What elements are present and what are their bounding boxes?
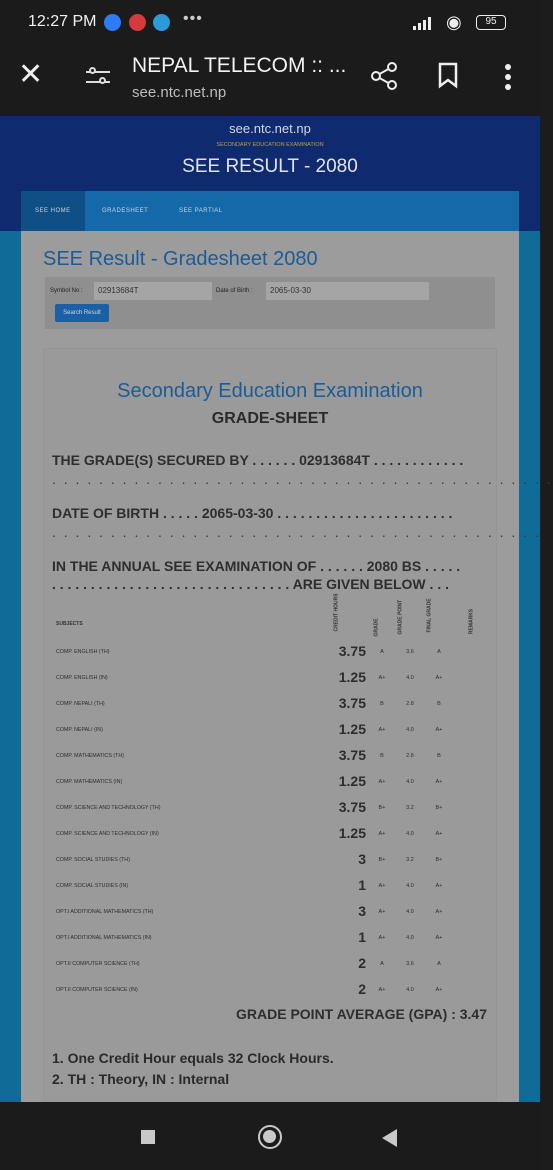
- signal-icon: [413, 16, 437, 30]
- table-row: [44, 927, 496, 953]
- grade-point-cell: 4.0: [406, 727, 414, 733]
- subject-cell: COMP. SOCIAL STUDIES (IN): [56, 883, 129, 889]
- search-result-button[interactable]: Search Result: [55, 304, 109, 322]
- subject-cell: COMP. SCIENCE AND TECHNOLOGY (TH): [56, 805, 161, 811]
- grade-cell: B: [380, 701, 384, 707]
- note-2: 2. TH : Theory, IN : Internal: [52, 1071, 230, 1087]
- dob-line: DATE OF BIRTH . . . . . 2065-03-30 . . . . . . . . . . . . . . . . . . . . . . .: [52, 505, 453, 521]
- grade-cell: B+: [378, 857, 386, 863]
- subject-cell: COMP. SCIENCE AND TECHNOLOGY (IN): [56, 831, 159, 837]
- subject-cell: COMP. ENGLISH (IN): [56, 675, 108, 681]
- dob-dots: . . . . . . . . . . . . . . . . . . . . . . . . . . . . . . . . . . . . . . . . . .: [52, 524, 541, 540]
- table-row: [44, 901, 496, 927]
- wifi-icon: ◉: [446, 12, 462, 32]
- grade-cell: A+: [378, 909, 386, 915]
- table-row: [44, 693, 496, 719]
- credit-hours-cell: 1.25: [338, 773, 366, 789]
- final-grade-cell: A+: [435, 727, 443, 733]
- browser-toolbar: [0, 44, 540, 116]
- grade-point-cell: 4.0: [406, 883, 414, 889]
- search-form: [45, 277, 495, 329]
- grade-point-cell: 4.0: [406, 831, 414, 837]
- credit-hours-cell: 1: [358, 877, 366, 893]
- header-remarks: REMARKS: [468, 608, 475, 635]
- credit-hours-cell: 3: [358, 851, 366, 867]
- table-row: [44, 979, 496, 1005]
- page-heading: SEE Result - Gradesheet 2080: [43, 248, 318, 270]
- table-row: [44, 953, 496, 979]
- home-icon[interactable]: [258, 1125, 282, 1149]
- credit-hours-cell: 1: [358, 929, 366, 945]
- dob-label: Date of Birth :: [216, 288, 253, 294]
- table-row: [44, 745, 496, 771]
- final-grade-cell: A: [437, 961, 441, 967]
- dob-input[interactable]: 2065-03-30: [266, 282, 429, 300]
- nav-gradesheet[interactable]: GRADESHEET: [102, 208, 149, 214]
- gpa-line: GRADE POINT AVERAGE (GPA) : 3.47: [236, 1006, 487, 1022]
- bookmark-icon[interactable]: [438, 62, 458, 88]
- final-grade-cell: B+: [435, 857, 443, 863]
- grade-point-cell: 3.2: [406, 857, 414, 863]
- grade-point-cell: 2.8: [406, 701, 414, 707]
- grade-point-cell: 4.0: [406, 779, 414, 785]
- grade-cell: B: [380, 753, 384, 759]
- table-row: [44, 719, 496, 745]
- subject-cell: COMP. MATHEMATICS (IN): [56, 779, 123, 785]
- grade-point-cell: 3.2: [406, 805, 414, 811]
- battery-icon: 95: [476, 15, 506, 30]
- final-grade-cell: B+: [435, 805, 443, 811]
- site-settings-icon[interactable]: [86, 66, 110, 88]
- secured-by-dots: . . . . . . . . . . . . . . . . . . . . . . . . . . . . . . . . . . . . . . . . . . .: [52, 471, 553, 487]
- table-row: [44, 849, 496, 875]
- site-title: SEE RESULT - 2080: [182, 156, 358, 177]
- secured-by-line: THE GRADE(S) SECURED BY . . . . . . 02913684T . . . . . . . . . . . .: [52, 452, 464, 468]
- final-grade-cell: A+: [435, 883, 443, 889]
- credit-hours-cell: 3.75: [338, 747, 366, 763]
- credit-hours-cell: 3.75: [338, 643, 366, 659]
- credit-hours-cell: 3.75: [338, 695, 366, 711]
- table-row: [44, 823, 496, 849]
- credit-hours-cell: 1.25: [338, 825, 366, 841]
- credit-hours-cell: 2: [358, 981, 366, 997]
- table-row: [44, 771, 496, 797]
- grade-point-cell: 2.8: [406, 753, 414, 759]
- subject-cell: COMP. ENGLISH (TH): [56, 649, 110, 655]
- grade-cell: A+: [378, 987, 386, 993]
- subject-cell: OPT.I ADDITIONAL MATHEMATICS (IN): [56, 935, 152, 941]
- main-content: [21, 231, 553, 1102]
- exam-line: IN THE ANNUAL SEE EXAMINATION OF . . . . . . 2080 BS . . . . .: [52, 558, 461, 574]
- grade-point-cell: 4.0: [406, 935, 414, 941]
- more-notifications-icon: •••: [183, 10, 203, 27]
- final-grade-cell: B: [437, 701, 441, 707]
- symbol-label: Symbol No :: [50, 288, 83, 294]
- status-bar: [0, 0, 540, 44]
- final-grade-cell: A: [437, 649, 441, 655]
- grade-point-cell: 4.0: [406, 675, 414, 681]
- grade-point-cell: 4.0: [406, 909, 414, 915]
- final-grade-cell: A+: [435, 831, 443, 837]
- recent-apps-icon[interactable]: [141, 1130, 155, 1144]
- final-grade-cell: A+: [435, 935, 443, 941]
- header-credit-hours: CREDIT HOURS: [333, 593, 340, 632]
- final-grade-cell: B: [437, 753, 441, 759]
- table-row: [44, 641, 496, 667]
- grade-cell: A+: [378, 675, 386, 681]
- grade-cell: A+: [378, 831, 386, 837]
- final-grade-cell: A+: [435, 987, 443, 993]
- grade-point-cell: 4.0: [406, 987, 414, 993]
- app-notification-icon: [129, 14, 146, 31]
- back-icon[interactable]: [382, 1129, 397, 1147]
- more-options-icon[interactable]: [505, 64, 511, 90]
- web-content: [0, 116, 553, 1102]
- subject-cell: COMP. SOCIAL STUDIES (TH): [56, 857, 130, 863]
- messenger-icon: [104, 14, 121, 31]
- subject-cell: COMP. NEPALI (IN): [56, 727, 103, 733]
- grade-point-cell: 3.6: [406, 649, 414, 655]
- page-title[interactable]: NEPAL TELECOM :: ...: [132, 54, 347, 77]
- credit-hours-cell: 2: [358, 955, 366, 971]
- credit-hours-cell: 1.25: [338, 669, 366, 685]
- final-grade-cell: A+: [435, 779, 443, 785]
- credit-hours-cell: 3.75: [338, 799, 366, 815]
- site-nav: [21, 191, 519, 231]
- grade-sheet: [44, 349, 553, 1109]
- header-subjects: SUBJECTS: [56, 621, 83, 627]
- grade-cell: A+: [378, 935, 386, 941]
- subject-cell: COMP. MATHEMATICS (TH): [56, 753, 124, 759]
- table-row: [44, 875, 496, 901]
- credit-hours-cell: 3: [358, 903, 366, 919]
- subject-cell: OPT.II COMPUTER SCIENCE (IN): [56, 987, 138, 993]
- site-subtitle: SECONDARY EDUCATION EXAMINATION: [216, 142, 324, 148]
- grade-point-cell: 3.6: [406, 961, 414, 967]
- header-final-grade: FINAL GRADE: [426, 598, 433, 633]
- header-grade: GRADE: [373, 618, 380, 637]
- final-grade-cell: A+: [435, 675, 443, 681]
- subject-cell: COMP. NEPALI (TH): [56, 701, 105, 707]
- grade-cell: A+: [378, 779, 386, 785]
- grade-cell: A: [380, 961, 384, 967]
- page-url[interactable]: see.ntc.net.np: [132, 84, 227, 101]
- site-header: [0, 116, 540, 231]
- grade-cell: A+: [378, 883, 386, 889]
- note-1: 1. One Credit Hour equals 32 Clock Hours.: [52, 1050, 334, 1066]
- grade-cell: B+: [378, 805, 386, 811]
- nav-see-partial[interactable]: SEE PARTIAL: [179, 208, 223, 214]
- share-icon[interactable]: [370, 62, 398, 90]
- sheet-title: Secondary Education Examination: [117, 380, 423, 402]
- credit-hours-cell: 1.25: [338, 721, 366, 737]
- table-row: [44, 797, 496, 823]
- table-row: [44, 667, 496, 693]
- status-time: 12:27 PM: [28, 13, 97, 30]
- nav-see-home[interactable]: SEE HOME: [21, 191, 85, 231]
- subject-cell: OPT.II COMPUTER SCIENCE (TH): [56, 961, 140, 967]
- sheet-subtitle: GRADE-SHEET: [211, 410, 329, 427]
- symbol-input[interactable]: 02913684T: [94, 282, 212, 300]
- grade-cell: A+: [378, 727, 386, 733]
- close-icon[interactable]: ✕: [18, 58, 44, 91]
- grade-cell: A: [380, 649, 384, 655]
- telegram-icon: [153, 14, 170, 31]
- subject-cell: OPT.I ADDITIONAL MATHEMATICS (TH): [56, 909, 154, 915]
- header-grade-point: GRADE POINT: [397, 599, 404, 635]
- given-below-line: . . . . . . . . . . . . . . . . . . . . . . . . . . . . . . . ARE GIVEN BELOW . . .: [52, 576, 449, 592]
- site-domain: see.ntc.net.np: [229, 121, 311, 136]
- system-nav-bar: [0, 1102, 540, 1170]
- final-grade-cell: A+: [435, 909, 443, 915]
